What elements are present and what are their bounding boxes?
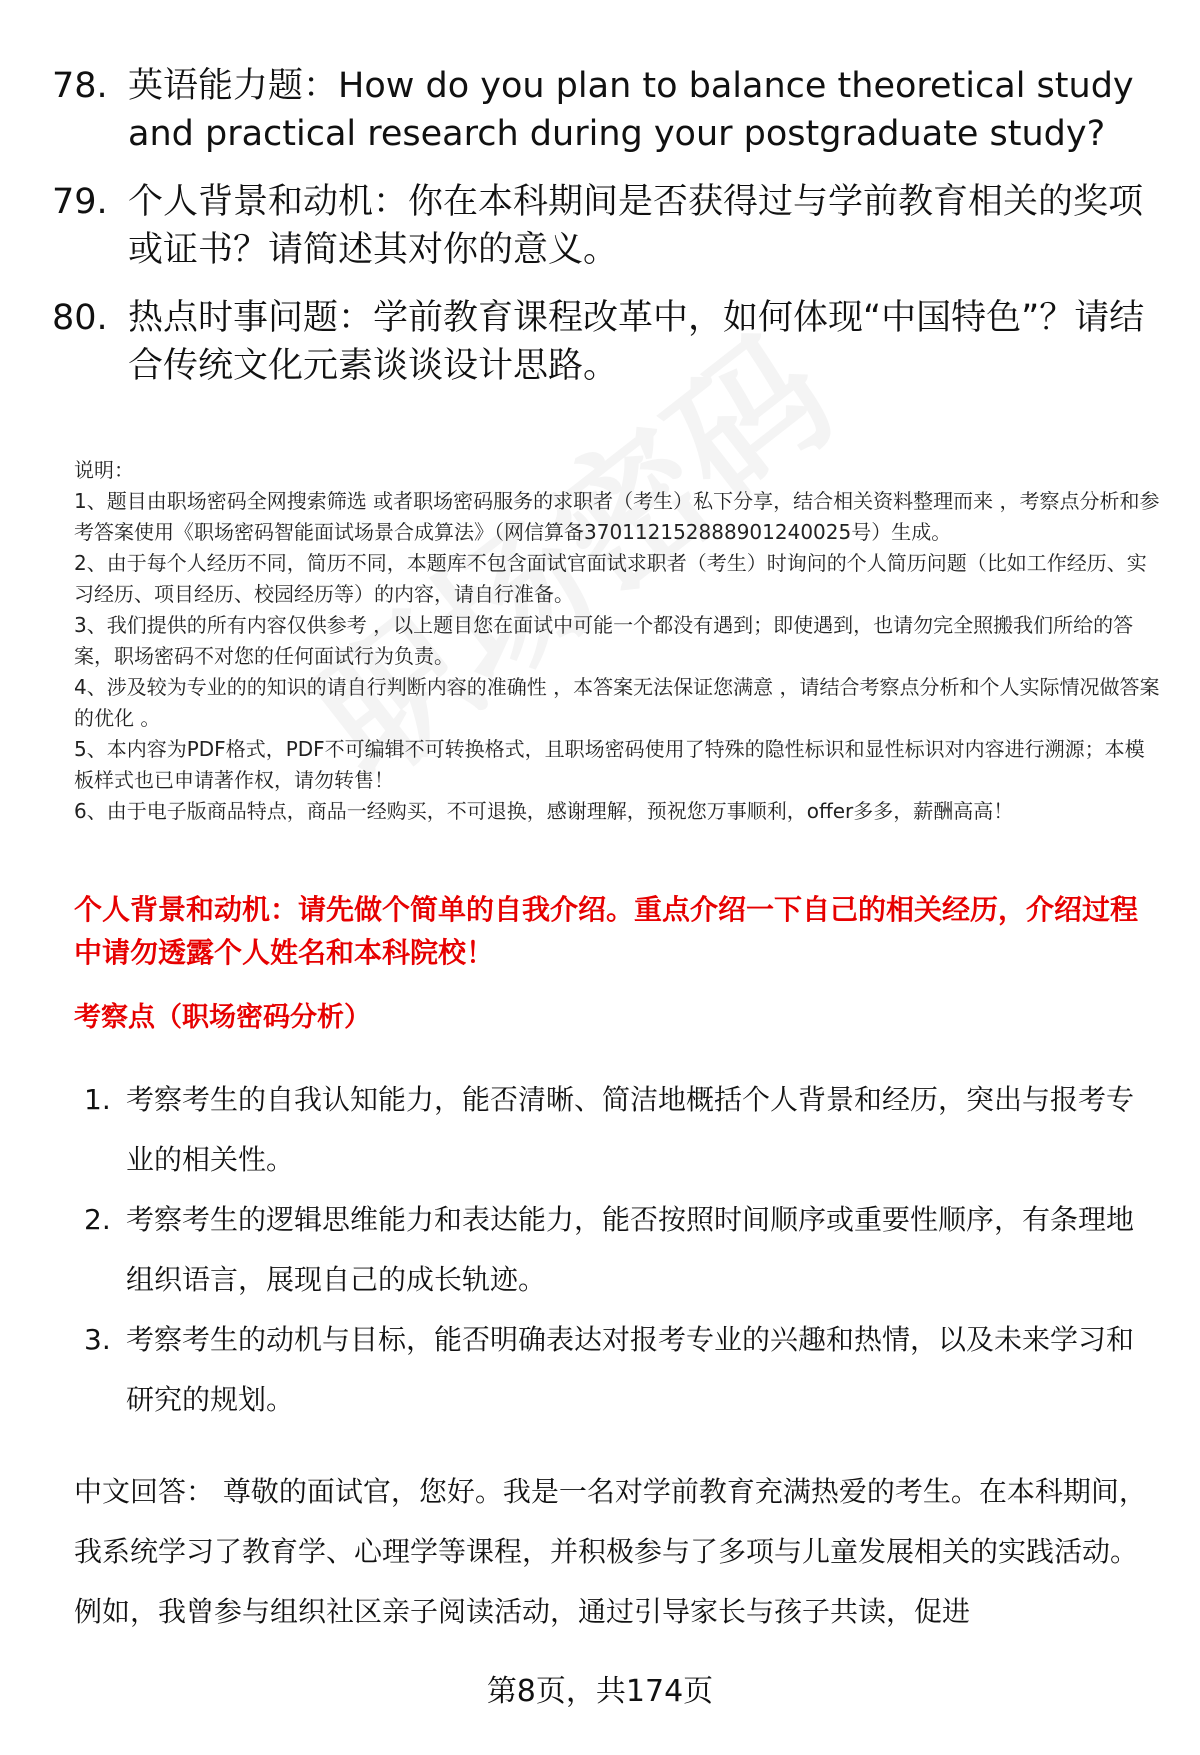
analysis-heading: 考察点（职场密码分析） [74, 1002, 371, 1033]
note-item: 6、由于电子版商品特点，商品一经购买，不可退换，感谢理解，预祝您万事顺利，offer多多，薪酬高高！ [74, 799, 1014, 823]
point-number: 1. [84, 1083, 111, 1116]
note-item: 2、由于每个人经历不同，简历不同，本题库不包含面试官面试求职者（考生）时询问的个人简历问题（比如工作经历、实习经历、项目经历、校园经历等）的内容，请自行准备。 [74, 551, 1147, 606]
question-text: 热点时事问题：学前教育课程改革中，如何体现“中国特色”？请结合传统文化元素谈谈设计思路。 [128, 298, 1145, 386]
answer-text: 尊敬的面试官，您好。我是一名对学前教育充满热爱的考生。在本科期间，我系统学习了教育学、心理学等课程，并积极参与了多项与儿童发展相关的实践活动。例如，我曾参与组织社区亲子阅读活动，通过引导家长与孩子共读，促进 [74, 1475, 1147, 1628]
analysis-points [84, 1070, 1160, 1430]
analysis-point [84, 1310, 1160, 1430]
note-item: 1、题目由职场密码全网搜索筛选 或者职场密码服务的求职者（考生）私下分享，结合相关资料整理而来 ，考察点分析和参考答案使用《职场密码智能面试场景合成算法》（网信算备370112152888901240025号）生成。 [74, 489, 1160, 544]
question-number: 80. [52, 298, 108, 338]
answer-paragraph [74, 1462, 1160, 1642]
question-text: 英语能力题：How do you plan to balance theoretical study and practical research during your postgraduate study? [128, 66, 1134, 154]
notes-heading: 说明： [74, 458, 134, 482]
question-item [52, 294, 1152, 390]
question-list [52, 62, 1152, 410]
question-number: 78. [52, 66, 108, 106]
point-text: 考察考生的逻辑思维能力和表达能力，能否按照时间顺序或重要性顺序，有条理地组织语言，展现自己的成长轨迹。 [126, 1203, 1135, 1296]
question-text: 个人背景和动机：你在本科期间是否获得过与学前教育相关的奖项或证书？请简述其对你的意义。 [128, 182, 1144, 270]
note-item: 3、我们提供的所有内容仅供参考 ，以上题目您在面试中可能一个都没有遇到；即使遇到，也请勿完全照搬我们所给的答案，职场密码不对您的任何面试行为负责。 [74, 613, 1134, 668]
page-footer: 第8页，共174页 [486, 1674, 714, 1709]
notes-section [74, 455, 1160, 827]
point-text: 考察考生的动机与目标，能否明确表达对报考专业的兴趣和热情，以及未来学习和研究的规划。 [126, 1323, 1135, 1416]
question-item [52, 62, 1152, 158]
question-item [52, 178, 1152, 274]
note-item: 4、涉及较为专业的的知识的请自行判断内容的准确性 ，本答案无法保证您满意 ，请结合考察点分析和个人实际情况做答案的优化 。 [74, 675, 1160, 730]
note-item: 5、本内容为PDF格式，PDF不可编辑不可转换格式，且职场密码使用了特殊的隐性标识和显性标识对内容进行溯源；本模板样式也已申请著作权，请勿转售！ [74, 737, 1145, 792]
point-text: 考察考生的自我认知能力，能否清晰、简洁地概括个人背景和经历，突出与报考专业的相关性。 [126, 1083, 1135, 1176]
question-title: 个人背景和动机：请先做个简单的自我介绍。重点介绍一下自己的相关经历，介绍过程中请勿透露个人姓名和本科院校！ [74, 893, 1139, 969]
answer-label: 中文回答： [74, 1475, 215, 1508]
analysis-point [84, 1190, 1160, 1310]
point-number: 2. [84, 1203, 111, 1236]
analysis-point [84, 1070, 1160, 1190]
point-number: 3. [84, 1323, 111, 1356]
question-number: 79. [52, 182, 108, 222]
